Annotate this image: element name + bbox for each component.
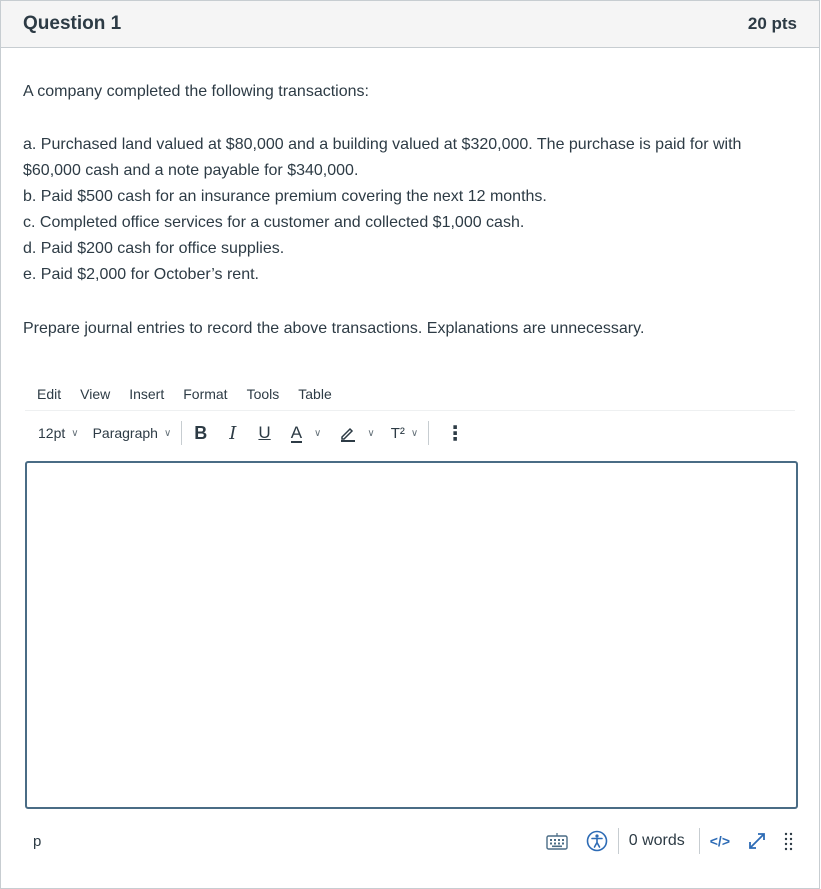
- question-title: Question 1: [23, 13, 122, 34]
- editor-statusbar: [25, 823, 798, 859]
- chevron-down-icon: ∨: [367, 427, 375, 439]
- transaction-item-e: e. Paid $2,000 for October’s rent.: [23, 266, 259, 283]
- fullscreen-icon[interactable]: [746, 830, 768, 852]
- menu-table[interactable]: Table: [298, 385, 332, 402]
- keyboard-icon[interactable]: [546, 832, 568, 850]
- html-editor-toggle[interactable]: </>: [709, 833, 730, 849]
- question-header: [1, 1, 819, 48]
- font-size-value: 12pt: [38, 425, 66, 441]
- italic-button[interactable]: I: [229, 422, 237, 444]
- statusbar-actions: [546, 828, 798, 854]
- resize-handle-icon[interactable]: [784, 831, 794, 851]
- accessibility-icon[interactable]: [586, 830, 608, 852]
- menu-format[interactable]: Format: [183, 385, 228, 402]
- question-intro: A company completed the following transactions:: [23, 83, 369, 100]
- statusbar-divider: [699, 828, 700, 854]
- chevron-down-icon: ∨: [163, 427, 172, 439]
- question-points: 20 pts: [747, 14, 797, 33]
- more-tools-button[interactable]: ⋮: [445, 422, 466, 445]
- editor-toolbar: [25, 415, 795, 451]
- statusbar-divider: [618, 828, 619, 854]
- editor-menubar: [25, 377, 795, 411]
- transaction-item-c: c. Completed office services for a customer and collected $1,000 cash.: [23, 214, 525, 231]
- underline-button[interactable]: U: [258, 423, 271, 442]
- transaction-item-b: b. Paid $500 cash for an insurance premium covering the next 12 months.: [23, 188, 547, 205]
- font-size-select[interactable]: [38, 425, 79, 441]
- block-format-select[interactable]: [93, 425, 172, 441]
- chevron-down-icon: ∨: [71, 427, 79, 439]
- chevron-down-icon: ∨: [314, 427, 322, 439]
- word-count[interactable]: 0 words: [628, 832, 685, 849]
- transaction-item-d: d. Paid $200 cash for office supplies.: [23, 240, 285, 257]
- menu-tools[interactable]: Tools: [246, 385, 280, 402]
- highlight-pen-icon: [339, 424, 357, 442]
- menu-view[interactable]: View: [80, 385, 111, 402]
- superscript-button[interactable]: [391, 425, 419, 442]
- menu-edit[interactable]: Edit: [37, 385, 62, 402]
- block-format-value: Paragraph: [92, 425, 158, 441]
- toolbar-divider: [428, 421, 429, 445]
- text-color-label: A: [290, 422, 303, 442]
- text-color-button[interactable]: [291, 424, 322, 443]
- transaction-item-a: a. Purchased land valued at $80,000 and a building valued at $320,000. The purchase is paid for with $60,000 cash and a note payable for $340,000.: [23, 136, 742, 179]
- highlight-button[interactable]: [339, 424, 374, 442]
- superscript-label: T²: [390, 424, 405, 442]
- transaction-list: [23, 132, 793, 288]
- toolbar-divider: [181, 421, 182, 445]
- element-path[interactable]: p: [33, 832, 42, 850]
- menu-insert[interactable]: Insert: [129, 385, 165, 402]
- rich-text-editor[interactable]: [25, 461, 798, 809]
- question-prompt: Prepare journal entries to record the above transactions. Explanations are unnecessary.: [23, 320, 645, 337]
- chevron-down-icon: ∨: [410, 427, 419, 439]
- bold-button[interactable]: B: [194, 422, 208, 443]
